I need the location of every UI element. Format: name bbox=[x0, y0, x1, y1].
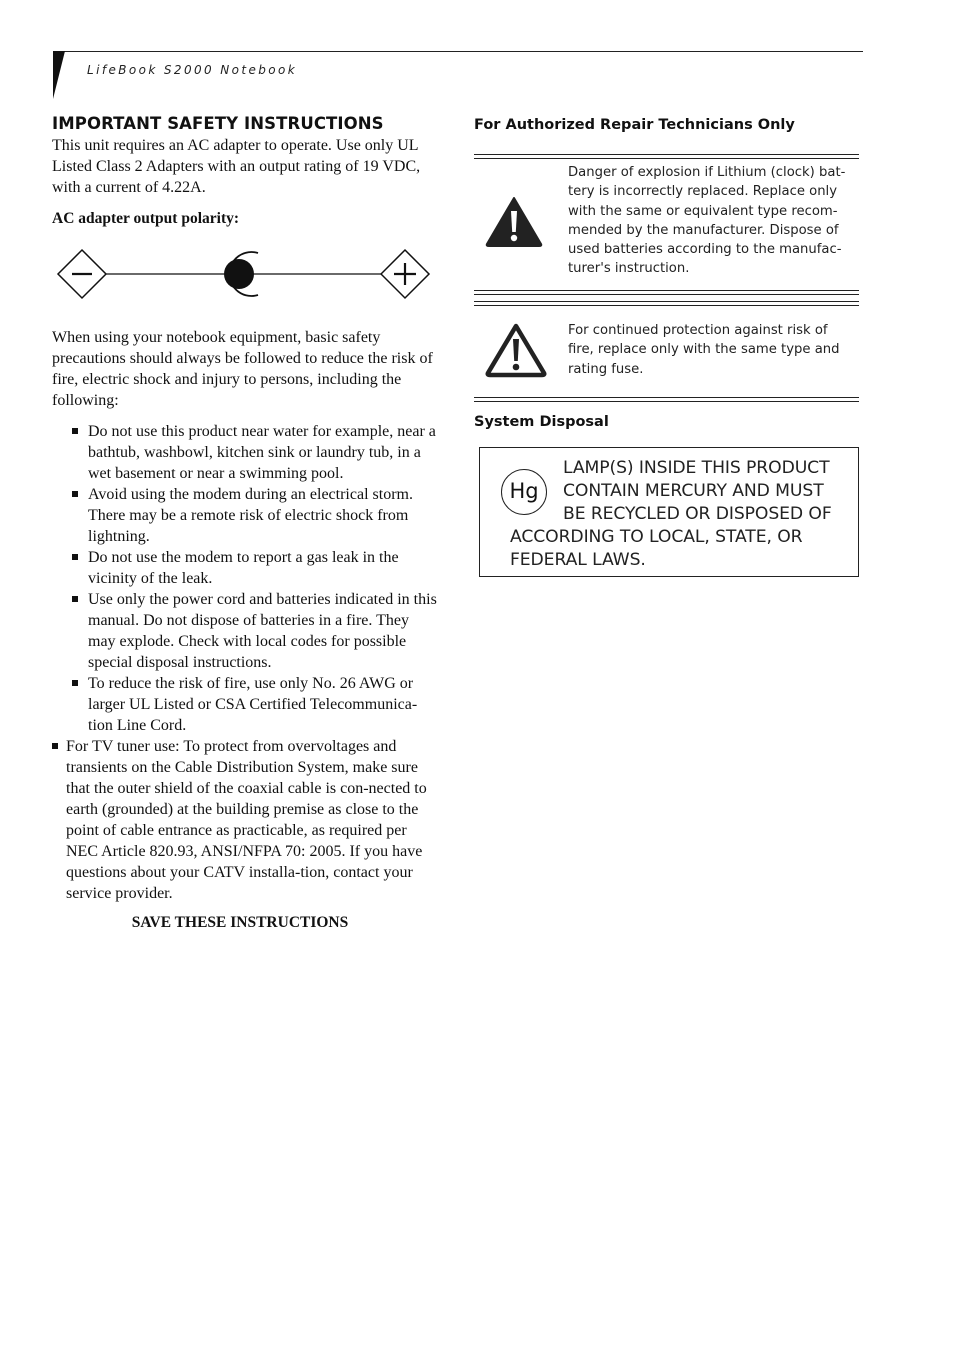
list-item: Use only the power cord and batteries indicated in this manual. Do not dispose of batteries in a fire. They may explode. Check with local codes for possible special disposal instructions. bbox=[52, 589, 440, 673]
repair-heading: For Authorized Repair Technicians Only bbox=[474, 117, 795, 133]
save-instructions: SAVE THESE INSTRUCTIONS bbox=[131, 914, 349, 931]
running-head: LifeBook S2000 Notebook bbox=[87, 63, 298, 77]
disposal-heading: System Disposal bbox=[474, 414, 609, 430]
battery-warning-text: Danger of explosion if Lithium (clock) bat-tery is incorrectly replaced. Replace only with the same or equivalent type recom-mended by the manufacturer. Dispose of used batteries according to the manufac-turer's instruction. bbox=[568, 165, 846, 277]
header-rule bbox=[53, 51, 863, 52]
warning-triangle-outline-icon bbox=[485, 322, 547, 378]
bullet-square-icon bbox=[72, 491, 78, 497]
mercury-disposal-box bbox=[479, 447, 859, 577]
precautions-list bbox=[52, 421, 440, 736]
battery-warning bbox=[474, 159, 859, 289]
bullet-square-icon bbox=[52, 743, 58, 749]
safety-title: IMPORTANT SAFETY INSTRUCTIONS bbox=[52, 114, 384, 133]
right-column bbox=[474, 117, 862, 570]
header-tab-mark bbox=[53, 51, 65, 99]
list-item: Avoid using the modem during an electrical storm. There may be a remote risk of electric shock from lightning. bbox=[52, 484, 440, 547]
polarity-diagram bbox=[52, 244, 440, 304]
bullet-square-icon bbox=[72, 680, 78, 686]
list-item: Do not use the modem to report a gas leak in the vicinity of the leak. bbox=[52, 547, 440, 589]
rule-mid-1 bbox=[474, 290, 859, 295]
tv-tuner-item: For TV tuner use: To protect from overvoltages and transients on the Cable Distribution System, make sure that the outer shield of the coaxial cable is con-nected to earth (grounded) at the building premise as close to the point of cable entrance as practicable, as required per NEC Article 820.93, ANSI/NFPA 70: 2005. If you have questions about your CATV installa-tion, contact your service provider. bbox=[52, 736, 440, 904]
rule-mid-2 bbox=[474, 301, 859, 306]
mercury-hg-icon: Hg bbox=[501, 469, 547, 515]
mercury-disposal-text: LAMP(S) INSIDE THIS PRODUCT CONTAIN MERCURY AND MUST BE RECYCLED OR DISPOSED OF ACCORDING TO LOCAL, STATE, OR FEDERAL LAWS. bbox=[510, 458, 832, 570]
fuse-warning bbox=[474, 307, 859, 395]
list-item: To reduce the risk of fire, use only No. 26 AWG or larger UL Listed or CSA Certified Telecommunica-tion Line Cord. bbox=[52, 673, 440, 736]
rule-bottom bbox=[474, 397, 859, 402]
left-column bbox=[52, 114, 440, 932]
list-item: Do not use this product near water for example, near a bathtub, washbowl, kitchen sink or laundry tub, in a wet basement or near a swimming pool. bbox=[52, 421, 440, 484]
polarity-symbol-icon bbox=[52, 244, 440, 304]
bullet-square-icon bbox=[72, 596, 78, 602]
bullet-square-icon bbox=[72, 428, 78, 434]
bullet-square-icon bbox=[72, 554, 78, 560]
fuse-warning-text: For continued protection against risk of fire, replace only with the same type and rating fuse. bbox=[568, 323, 840, 377]
plug-center-icon bbox=[224, 259, 254, 289]
precautions-intro: When using your notebook equipment, basic safety precautions should always be followed to reduce the risk of fire, electric shock and injury to persons, including the following: bbox=[52, 329, 433, 409]
adapter-intro: This unit requires an AC adapter to operate. Use only UL Listed Class 2 Adapters with an output rating of 19 VDC, with a current of 4.22A. bbox=[52, 137, 421, 196]
polarity-label: AC adapter output polarity: bbox=[52, 210, 240, 227]
warning-triangle-icon bbox=[484, 195, 544, 247]
